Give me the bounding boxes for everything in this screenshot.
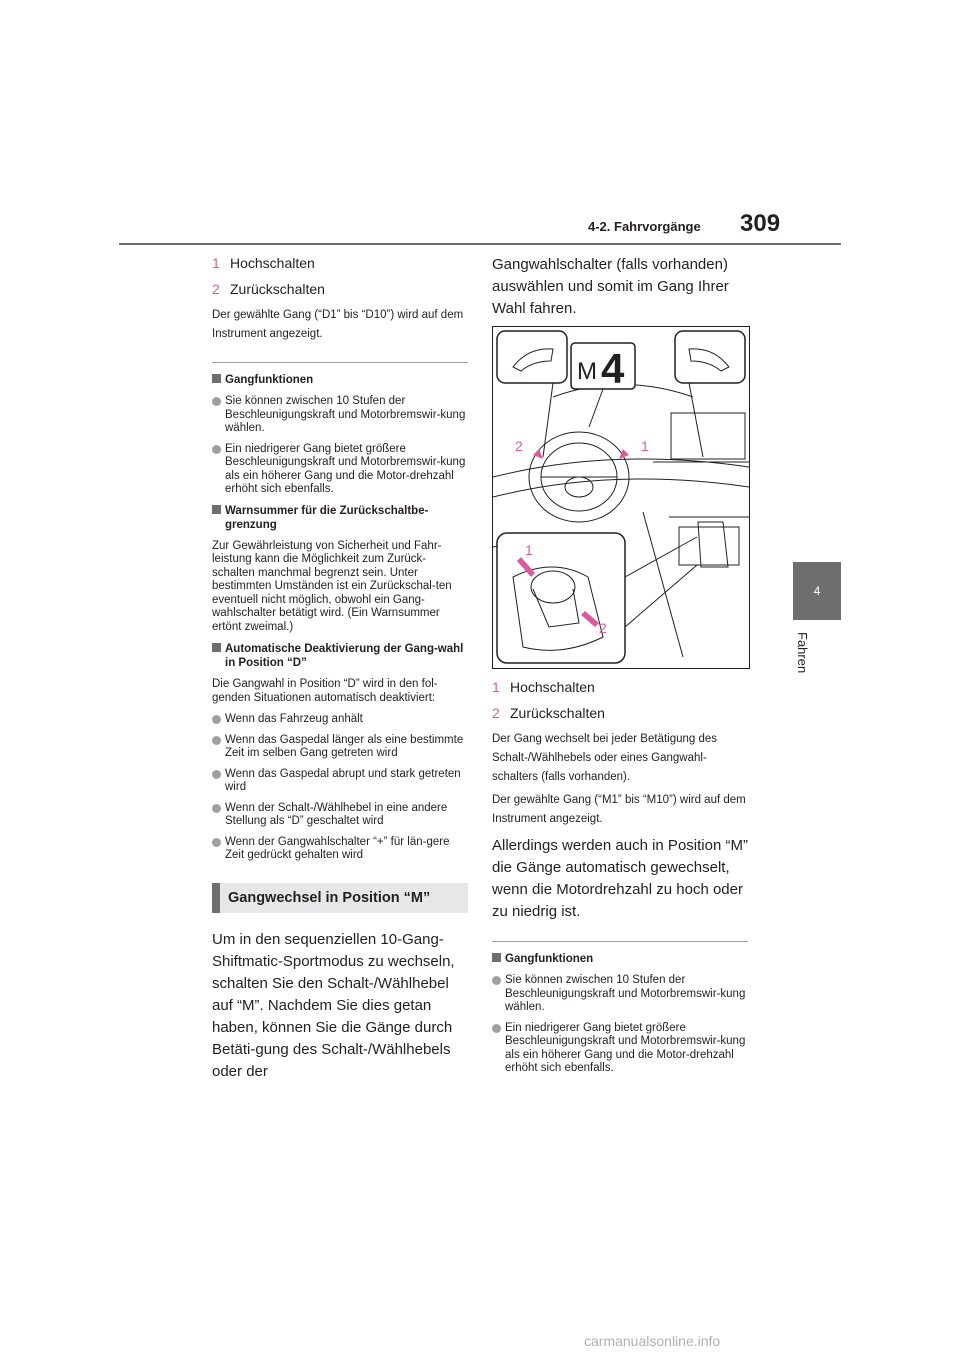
- heading-auto-deactivation: Automatische Deaktivierung der Gang-wahl in Position “D”: [212, 642, 468, 670]
- step-upshift: 1 Hochschalten: [212, 255, 315, 271]
- paragraph-buzzer: Zur Gewährleistung von Sicherheit und Fahr-leistung kann die Möglichkeit zum Zurück-schalten manchmal begrenzt sein. Unter bestimmten Umständen ist ein Zurückschal-ten eventuell nicht möglich, obwohl ein Gang-wahlschalter betätigt wird. (Ein Warnsummer ertönt zweimal.): [212, 539, 452, 633]
- square-bullet-icon: [492, 953, 501, 962]
- bullet-item: Sie können zwischen 10 Stufen der Beschleunigungskraft und Motorbremswir-kung wählen.: [212, 395, 468, 436]
- left-column: [212, 254, 468, 1083]
- page-number: 309: [740, 210, 781, 237]
- paragraph-auto-deactivation: Die Gangwahl in Position “D” wird in den fol-genden Situationen automatisch deaktiviert:: [212, 678, 438, 704]
- paragraph-m-intro-cont: Gangwahlschalter (falls vorhanden) auswählen und somit im Gang Ihrer Wahl fahren.: [492, 256, 729, 317]
- bullet-item: Sie können zwischen 10 Stufen der Beschleunigungskraft und Motorbremswir-kung wählen.: [492, 974, 748, 1015]
- paragraph-m-intro: Um in den sequenziellen 10-Gang-Shiftmatic-Sportmodus zu wechseln, schalten Sie den Schalt-/Wählhebel auf “M”. Nachdem Sie dies getan haben, können Sie die Gänge durch Betäti-gung des Schalt-/Wählhebels oder der: [212, 930, 455, 1080]
- step-downshift: 2 Zurückschalten: [492, 705, 605, 721]
- section-divider: [492, 941, 748, 942]
- lever-callout-1: 1: [525, 542, 533, 558]
- downshift-arrow-icon: [533, 449, 543, 459]
- bullet-item: Wenn das Gaspedal abrupt und stark getreten wird: [212, 768, 468, 795]
- callout-2-label: 2: [515, 438, 523, 454]
- note-gear-change: Der Gang wechselt bei jeder Betätigung des Schalt-/Wählhebels oder eines Gangwahl-schalters (falls vorhanden).: [492, 733, 718, 783]
- chapter-label: Fahren: [795, 632, 810, 674]
- square-bullet-icon: [212, 643, 221, 652]
- header-divider: [119, 243, 841, 245]
- section-divider: [212, 362, 468, 363]
- watermark: carmanualsonline.info: [584, 1333, 721, 1349]
- heading-gear-functions: Gangfunktionen: [492, 952, 748, 966]
- gear-mode-letter: M: [577, 358, 597, 385]
- bullet-item: Wenn das Fahrzeug anhält: [212, 713, 468, 727]
- chapter-number: 4: [813, 584, 821, 598]
- note-m-display: Der gewählte Gang (“M1” bis “M10”) wird auf dem Instrument angezeigt.: [492, 794, 746, 825]
- chapter-tab[interactable]: [793, 562, 841, 620]
- cockpit-drawing: [493, 327, 749, 668]
- bullet-item: Ein niedrigerer Gang bietet größere Beschleunigungskraft und Motorbremswir-kung als ein höherer Gang und die Motor-drehzahl erhöht sich ebenfalls.: [212, 443, 468, 497]
- right-column-top: [492, 254, 748, 320]
- bullet-item: Wenn der Schalt-/Wählhebel in eine andere Stellung als “D” geschaltet wird: [212, 802, 468, 829]
- gear-number: 4: [601, 345, 625, 392]
- step-downshift: 2 Zurückschalten: [212, 281, 325, 297]
- heading-gear-functions: Gangfunktionen: [212, 373, 468, 387]
- bullet-item: Ein niedrigerer Gang bietet größere Beschleunigungskraft und Motorbremswir-kung als ein höherer Gang und die Motor-drehzahl erhöht sich ebenfalls.: [492, 1022, 748, 1076]
- heading-buzzer: Warnsummer für die Zurückschaltbe-grenzung: [212, 504, 468, 532]
- bullet-item: Wenn der Gangwahlschalter “+” für län-gere Zeit gedrückt gehalten wird: [212, 836, 468, 863]
- paragraph-auto-shift: Allerdings werden auch in Position “M” die Gänge automatisch gewechselt, wenn die Motordrehzahl zu hoch oder zu niedrig ist.: [492, 837, 748, 920]
- square-bullet-icon: [212, 505, 221, 514]
- step-upshift: 1 Hochschalten: [492, 679, 595, 695]
- section-banner: Gangwechsel in Position “M”: [212, 883, 468, 913]
- square-bullet-icon: [212, 374, 221, 383]
- bullet-item: Wenn das Gaspedal länger als eine bestimmte Zeit im selben Gang getreten wird: [212, 734, 468, 761]
- section-title: 4-2. Fahrvorgänge: [588, 219, 701, 234]
- shift-illustration: [492, 326, 750, 669]
- note-d-display: Der gewählte Gang (“D1” bis “D10”) wird auf dem Instrument angezeigt.: [212, 309, 464, 340]
- callout-1-label: 1: [641, 438, 649, 454]
- right-column-bottom: [492, 678, 748, 1083]
- lever-callout-2: 2: [599, 620, 607, 636]
